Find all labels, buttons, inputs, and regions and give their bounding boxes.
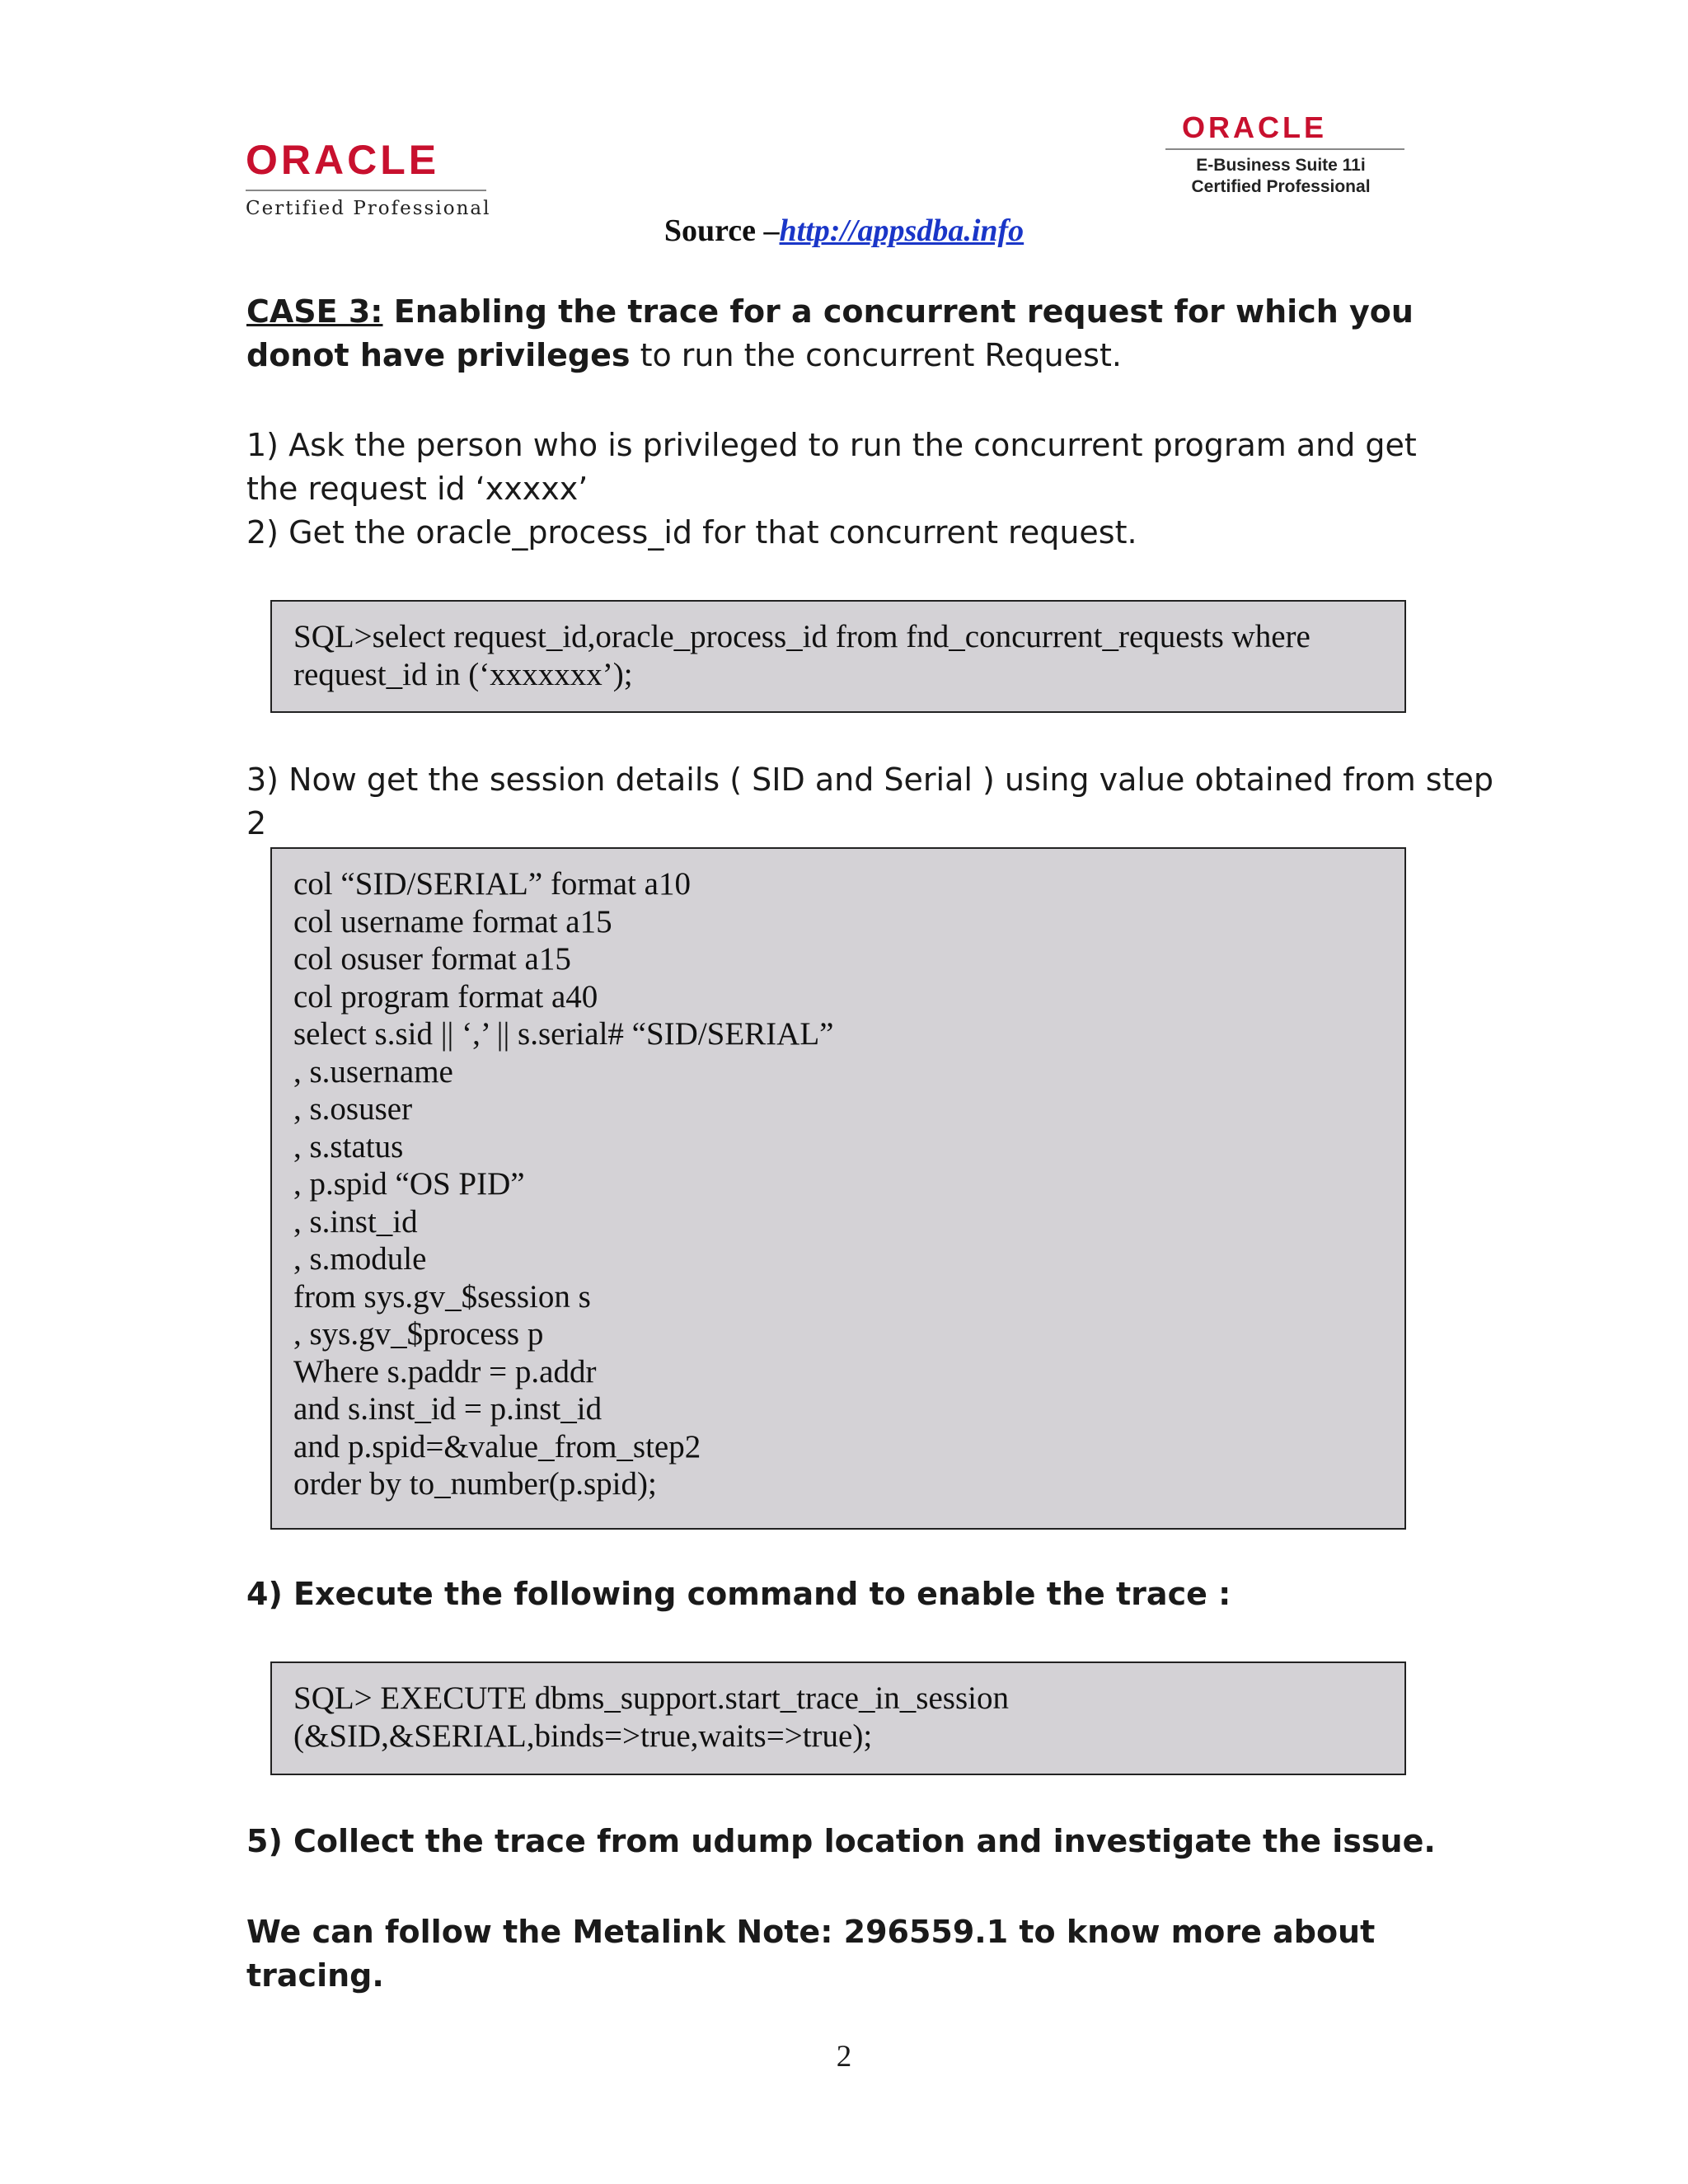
code-line: , s.inst_id [293,1203,418,1240]
oracle-certified-professional-logo [246,138,493,219]
code-line: and s.inst_id = p.inst_id [293,1391,603,1427]
source-line [0,213,1688,249]
source-link[interactable]: http://appsdba.info [779,213,1025,248]
code-line: , s.module [293,1241,427,1277]
code-block-session-query [270,847,1406,1530]
logo-wordmark: ORACLE [1182,110,1327,144]
case-heading [246,290,1458,377]
code-line: and p.spid=&value_from_step2 [293,1428,701,1465]
code-line: Where s.paddr = p.addr [293,1353,597,1390]
metalink-note: We can follow the Metalink Note: 296559.1 to know more about tracing. [246,1914,1376,1994]
code-line: SQL>select request_id,oracle_process_id from fnd_concurrent_requests where [293,619,1311,654]
code-line: order by to_number(p.spid); [293,1466,657,1502]
page-number: 2 [836,2040,852,2074]
code-line: col osuser format a15 [293,941,571,977]
code-line: , sys.gv_$process p [293,1316,544,1352]
code-line: , p.spid “OS PID” [293,1166,525,1202]
logo-wordmark: ORACLE [246,137,440,183]
code-line: , s.username [293,1053,453,1090]
case-number: CASE 3: [246,293,383,330]
step-1: 1) Ask the person who is privileged to run the concurrent program and get the request id ‘xxxxx’ [246,427,1417,507]
step-2: 2) Get the oracle_process_id for that concurrent request. [246,514,1137,551]
logo-subtitle: Certified Professional [246,198,491,219]
step-3: 3) Now get the session details ( SID and Serial ) using value obtained from step 2 [246,762,1493,841]
code-line: request_id in (‘xxxxxxx’); [293,656,633,692]
code-line: col username format a15 [293,903,612,940]
code-block-request-query [270,600,1406,713]
source-label: Source – [663,213,780,248]
code-line: (&SID,&SERIAL,binds=>true,waits=>true); [293,1718,873,1754]
logo-divider [246,190,486,191]
case-title: Enabling the trace for a concurrent request for which you donot have privileges [246,293,1414,373]
logo-line-2: Certified Professional [1191,177,1371,196]
step-5: 5) Collect the trace from udump location and investigate the issue. [246,1823,1436,1859]
case-title-rest: to run the concurrent Request. [630,337,1122,373]
code-line: col program format a40 [293,978,598,1015]
code-line: , s.osuser [293,1091,413,1127]
logo-line-1: E-Business Suite 11i [1196,156,1366,175]
step-4: 4) Execute the following command to enable the trace : [246,1576,1231,1612]
code-line: select s.sid || ‘,’ || s.serial# “SID/SERIAL” [293,1016,834,1052]
logo-divider [1165,148,1404,150]
oracle-ebs-certified-logo [1157,112,1404,198]
code-line: from sys.gv_$session s [293,1278,591,1315]
code-block-execute-trace [270,1661,1406,1775]
code-line: col “SID/SERIAL” format a10 [293,866,691,902]
code-line: SQL> EXECUTE dbms_support.start_trace_in_session [293,1680,1009,1716]
code-line: , s.status [293,1128,404,1165]
